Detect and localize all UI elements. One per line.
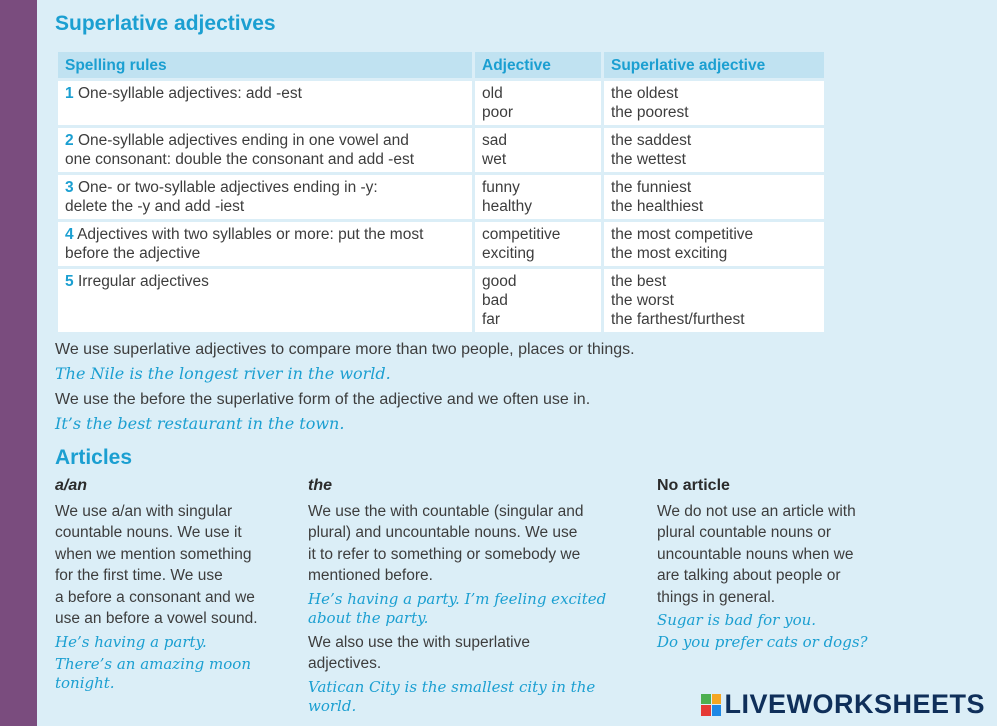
column-title: a/an — [55, 477, 88, 494]
rule-line: One-syllable adjectives: add -est — [77, 85, 302, 102]
adjective-text: poor — [482, 104, 514, 121]
table-row — [58, 175, 824, 219]
rule-text — [65, 84, 465, 103]
article-column-the — [308, 475, 638, 716]
left-margin-strip — [0, 0, 37, 726]
adjective-cell — [475, 81, 601, 125]
superlatives-table — [55, 49, 827, 335]
column-title: the — [308, 477, 332, 494]
rule-line: Adjectives with two syllables or more: put the most — [77, 226, 424, 243]
superlatives-heading: Superlative adjectives — [55, 12, 276, 35]
body-line: plural countable nouns or — [657, 524, 832, 541]
body-line: a before a consonant and we — [55, 588, 255, 606]
article-example: Sugar is bad for you. — [657, 611, 817, 629]
header-superlative-adjective: Superlative adjective — [604, 52, 824, 78]
body-line: We also use the with superlative — [308, 633, 530, 651]
superlative-text: the healthiest — [611, 198, 704, 215]
body-line: We do not use an article with — [657, 502, 856, 520]
table-row — [58, 128, 824, 172]
header-spelling-rules: Spelling rules — [58, 52, 472, 78]
rule-number: 4 — [65, 226, 74, 243]
article-example: There’s an amazing moon tonight. — [55, 654, 251, 692]
articles-heading: Articles — [55, 446, 133, 469]
body-line: countable nouns. We use it — [55, 524, 242, 541]
superlative-cell — [604, 81, 824, 125]
rule-number: 2 — [65, 132, 74, 149]
logo-square — [712, 705, 722, 716]
adjective-text: far — [482, 311, 501, 328]
spelling-rule-cell — [58, 128, 472, 172]
body-line: mentioned before. — [308, 567, 433, 584]
superlative-usage-note: We use superlative adjectives to compare more than two people, places or things. — [55, 341, 635, 358]
rule-text — [65, 131, 465, 150]
column-body — [657, 501, 897, 609]
superlative-text: the best — [611, 273, 667, 290]
rule-number: 1 — [65, 85, 74, 102]
article-example: He’s having a party. — [55, 632, 207, 651]
rule-text — [65, 178, 465, 197]
logo-square — [701, 705, 711, 716]
adjective-text: healthy — [482, 198, 532, 215]
adjective-text: sad — [482, 132, 507, 149]
body-line: uncountable nouns when we — [657, 545, 854, 563]
adjective-text: competitive — [482, 226, 561, 243]
body-line: when we mention something — [55, 545, 252, 563]
logo-text: LIVEWORKSHEETS — [724, 689, 985, 719]
column-body-2 — [308, 632, 638, 675]
body-line: adjectives. — [308, 655, 382, 672]
superlative-example-1: The Nile is the longest river in the world. — [55, 364, 391, 383]
body-line: are talking about people or — [657, 567, 841, 584]
logo-mark-icon — [701, 694, 721, 716]
rule-number: 3 — [65, 179, 74, 196]
superlative-text: the farthest/furthest — [611, 311, 745, 328]
adjective-text: bad — [482, 292, 508, 309]
body-line: for the first time. We use — [55, 567, 223, 584]
column-body — [308, 501, 638, 587]
superlative-text: the poorest — [611, 104, 689, 121]
rule-text — [65, 272, 465, 291]
superlative-text: the most exciting — [611, 245, 728, 262]
logo-square — [701, 694, 711, 705]
grammar-page — [37, 0, 997, 726]
body-line: things in general. — [657, 588, 776, 606]
table-header-row — [58, 52, 824, 78]
adjective-text: good — [482, 273, 517, 290]
body-line: We use the with countable (singular and — [308, 502, 584, 520]
superlative-cell — [604, 175, 824, 219]
article-column-a-an — [55, 475, 295, 693]
article-example: Vatican City is the smallest city in the world. — [308, 677, 596, 715]
table-row — [58, 81, 824, 125]
rule-text: delete the -y and add -iest — [65, 198, 245, 215]
superlative-cell — [604, 128, 824, 172]
body-line: We use a/an with singular — [55, 502, 233, 520]
body-line: it to refer to something or somebody we — [308, 545, 581, 563]
spelling-rule-cell — [58, 222, 472, 266]
superlative-text: the oldest — [611, 85, 679, 102]
adjective-text: funny — [482, 179, 520, 196]
the-usage-note: We use the before the superlative form of the adjective and we often use in. — [55, 391, 591, 408]
spelling-rule-cell — [58, 81, 472, 125]
article-example: Do you prefer cats or dogs? — [657, 633, 868, 651]
superlative-cell — [604, 269, 824, 332]
spelling-rule-cell — [58, 269, 472, 332]
column-body — [55, 501, 295, 630]
article-column-no-article — [657, 475, 897, 652]
adjective-cell — [475, 175, 601, 219]
adjective-cell — [475, 269, 601, 332]
superlative-text: the wettest — [611, 151, 686, 168]
body-line: use an before a vowel sound. — [55, 610, 258, 627]
spelling-rule-cell — [58, 175, 472, 219]
rule-text — [65, 225, 465, 244]
body-line: plural) and uncountable nouns. We use — [308, 524, 578, 541]
adjective-cell — [475, 128, 601, 172]
rule-text: before the adjective — [65, 245, 201, 262]
adjective-text: exciting — [482, 245, 535, 262]
rule-line: One- or two-syllable adjectives ending in -y: — [77, 179, 378, 196]
rule-text: one consonant: double the consonant and add -est — [65, 151, 415, 168]
table-row — [58, 222, 824, 266]
adjective-cell — [475, 222, 601, 266]
adjective-text: old — [482, 85, 503, 102]
superlative-text: the most competitive — [611, 226, 754, 243]
rule-line: Irregular adjectives — [77, 273, 209, 290]
superlative-example-2: It’s the best restaurant in the town. — [55, 414, 345, 433]
liveworksheets-logo[interactable] — [701, 689, 985, 720]
logo-square — [712, 694, 722, 705]
column-title: No article — [657, 477, 730, 494]
article-example: He’s having a party. I’m feeling excited about the party. — [308, 589, 607, 627]
superlative-text: the funniest — [611, 179, 692, 196]
rule-number: 5 — [65, 273, 74, 290]
superlative-cell — [604, 222, 824, 266]
superlative-text: the saddest — [611, 132, 692, 149]
table-row — [58, 269, 824, 332]
adjective-text: wet — [482, 151, 507, 168]
superlative-text: the worst — [611, 292, 674, 309]
rule-line: One-syllable adjectives ending in one vowel and — [77, 132, 409, 149]
header-adjective: Adjective — [475, 52, 601, 78]
